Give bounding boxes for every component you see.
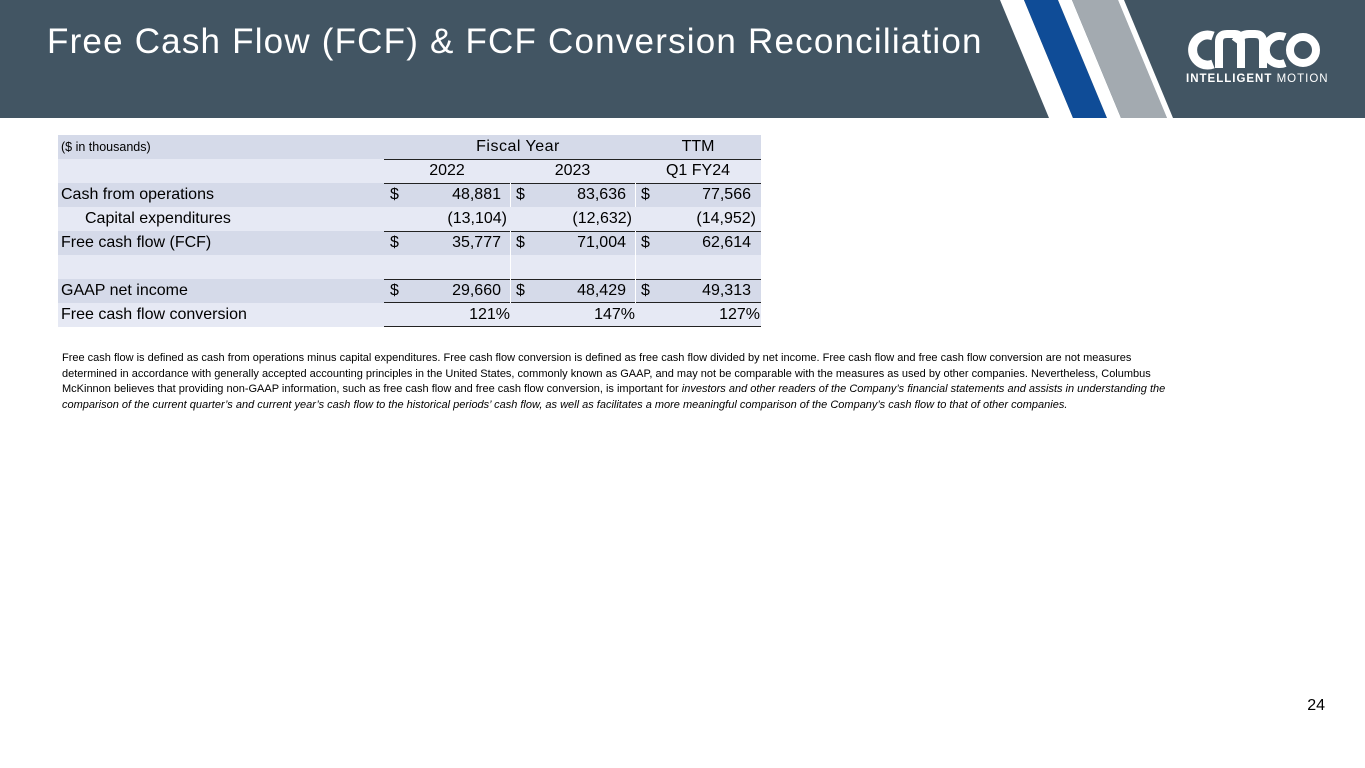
value-cell: 49,313 xyxy=(702,282,751,299)
row-label: Free cash flow conversion xyxy=(61,306,247,323)
currency-symbol: $ xyxy=(516,186,525,203)
table-spacer-row xyxy=(58,255,761,279)
currency-symbol: $ xyxy=(516,282,525,299)
currency-symbol: $ xyxy=(641,186,650,203)
value-cell: (12,632) xyxy=(572,210,632,227)
value-cell: 121% xyxy=(469,306,510,323)
currency-symbol: $ xyxy=(641,282,650,299)
page-title: Free Cash Flow (FCF) & FCF Conversion Reconciliation xyxy=(47,22,983,61)
table-row xyxy=(58,183,761,207)
units-label: ($ in thousands) xyxy=(61,140,151,154)
column-header: 2023 xyxy=(554,162,591,179)
ttm-header: TTM xyxy=(681,138,715,155)
value-cell: 71,004 xyxy=(577,234,626,251)
value-cell: 29,660 xyxy=(452,282,501,299)
value-cell: 147% xyxy=(594,306,635,323)
value-cell: (13,104) xyxy=(447,210,507,227)
row-label: GAAP net income xyxy=(61,282,188,299)
value-cell: 35,777 xyxy=(452,234,501,251)
slide-header xyxy=(0,0,1365,118)
footnote xyxy=(62,351,1172,413)
table-header-row xyxy=(58,135,761,159)
value-cell: 127% xyxy=(719,306,760,323)
value-cell: 48,881 xyxy=(452,186,501,203)
currency-symbol: $ xyxy=(516,234,525,251)
column-header: 2022 xyxy=(429,162,465,179)
currency-symbol: $ xyxy=(390,234,399,251)
table-row xyxy=(58,303,761,327)
value-cell: 77,566 xyxy=(702,186,751,203)
currency-symbol: $ xyxy=(390,186,399,203)
table-row xyxy=(58,207,761,231)
footnote-text-italic: investors and other readers of the Company’s financial statements and assists in understanding the comparison of the current quarter’s and current year’s cash flow to the historical periods’ cash flow, as well as facilitates a more meaningful comparison of the Company’s cash flow to that of other companies. xyxy=(62,383,1166,411)
table-column-header-row xyxy=(58,159,761,183)
column-header: Q1 FY24 xyxy=(665,162,731,179)
value-cell: 62,614 xyxy=(702,234,751,251)
fiscal-year-header: Fiscal Year xyxy=(476,138,560,155)
row-label: Free cash flow (FCF) xyxy=(61,234,212,251)
currency-symbol: $ xyxy=(390,282,399,299)
value-cell: 48,429 xyxy=(577,282,626,299)
table-row xyxy=(58,231,761,255)
value-cell: (14,952) xyxy=(696,210,756,227)
footnote-text: Free cash flow is defined as cash from operations minus capital expenditures. Free cash flow conversion is defined as free cash flow divided by net income. Free cash flow and free cash flow conversion are not measures determined in accordance with generally accepted accounting principles in the United States, commonly known as GAAP, and may not be comparable with the measures as used by other companies. Nevertheless, Columbus McKinnon believes that providing non-GAAP information, such as free cash flow and free cash flow conversion, is important for xyxy=(62,352,1151,395)
currency-symbol: $ xyxy=(641,234,650,251)
page-number: 24 xyxy=(1307,697,1325,714)
value-cell: 83,636 xyxy=(577,186,626,203)
row-label: Capital expenditures xyxy=(85,210,231,227)
row-label: Cash from operations xyxy=(61,186,214,203)
logo-tagline: INTELLIGENT MOTION xyxy=(1186,73,1329,85)
table-row xyxy=(58,279,761,303)
